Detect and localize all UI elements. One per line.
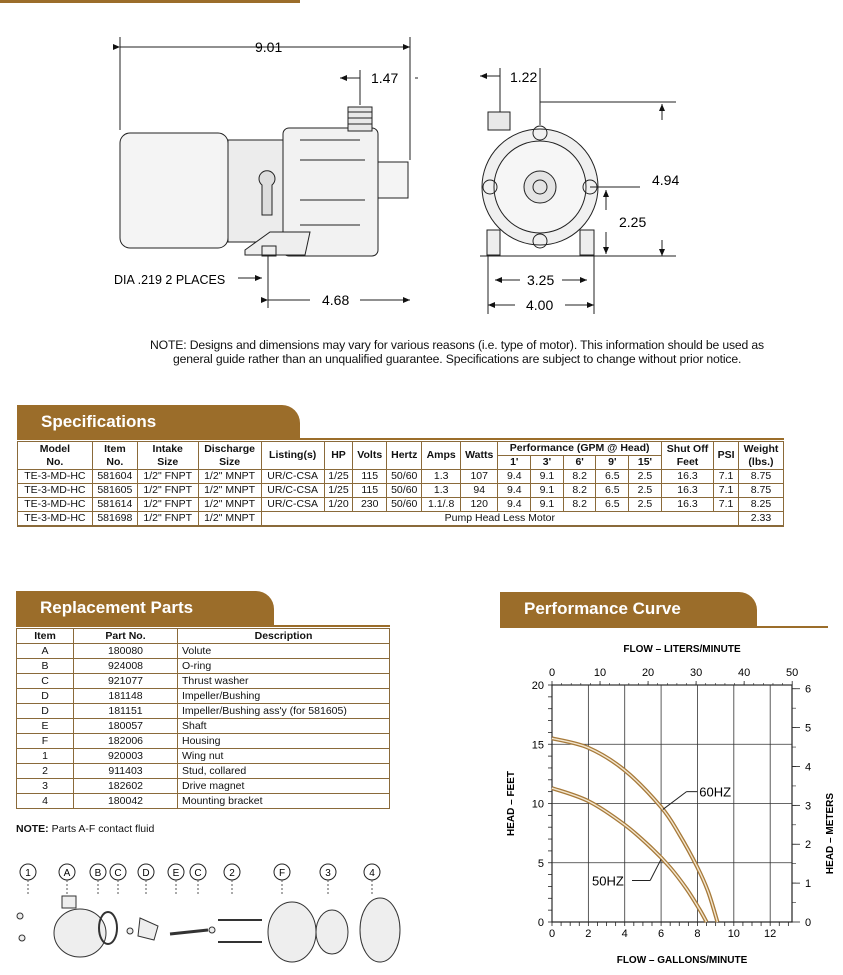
x-top-tick-label: 0	[548, 667, 556, 679]
cell-weight: 2.33	[738, 512, 783, 527]
y2-tick-label: 6	[804, 683, 812, 696]
y2-axis-label: HEAD – METERS	[825, 792, 836, 875]
cell-part-no: 924008	[74, 659, 178, 674]
cell-item: D	[17, 704, 74, 719]
cell-description: Shaft	[178, 719, 390, 734]
cell-weight: 8.75	[738, 484, 783, 498]
series-line-highlight-50hz	[552, 788, 707, 922]
x-top-tick-label: 40	[738, 667, 751, 679]
x-top-tick-label: 30	[689, 667, 703, 679]
dim-hole-spacing: 3.25	[527, 272, 555, 288]
svg-text:A: A	[63, 868, 71, 879]
col-shutoff: Shut Off Feet	[661, 442, 713, 470]
cell-gpm: 9.4	[498, 470, 531, 484]
cell-psi: 7.1	[714, 484, 739, 498]
spec-header-row-1	[18, 442, 784, 456]
cell-part-no: 181148	[74, 689, 178, 704]
table-row	[17, 674, 390, 689]
cell-description: Thrust washer	[178, 674, 390, 689]
table-row	[17, 734, 390, 749]
cell-description: Impeller/Bushing	[178, 689, 390, 704]
cell-item: 3	[17, 779, 74, 794]
x-tick-label: 10	[727, 928, 740, 940]
cell-gpm: 9.4	[498, 498, 531, 512]
cell-item: F	[17, 734, 74, 749]
x-tick-label: 12	[764, 928, 777, 940]
table-row	[18, 470, 784, 484]
cell-gpm: 6.5	[596, 484, 629, 498]
cell-intake: 1/2" FNPT	[137, 484, 198, 498]
cell-description: Stud, collared	[178, 764, 390, 779]
table-row	[17, 779, 390, 794]
cell-model: TE-3-MD-HC	[18, 498, 93, 512]
col-head-6: 6'	[563, 456, 596, 470]
callout-F	[274, 864, 290, 894]
performance-curve-header: Performance Curve	[500, 592, 757, 626]
x-tick-label: 6	[658, 928, 665, 940]
dim-overall-length: 9.01	[255, 39, 283, 55]
callout-2	[224, 864, 240, 894]
cell-gpm: 9.1	[531, 498, 564, 512]
cell-item: C	[17, 674, 74, 689]
cell-intake: 1/2" FNPT	[137, 498, 198, 512]
table-row	[17, 644, 390, 659]
svg-text:C: C	[194, 868, 202, 879]
cell-psi: 7.1	[714, 470, 739, 484]
cell-description: Volute	[178, 644, 390, 659]
cell-part-no: 182602	[74, 779, 178, 794]
cell-listing: UR/C-CSA	[261, 484, 324, 498]
cell-weight: 8.75	[738, 470, 783, 484]
cell-item: D	[17, 689, 74, 704]
cell-model: TE-3-MD-HC	[18, 470, 93, 484]
callout-C	[110, 864, 126, 894]
replacement-parts-header: Replacement Parts	[16, 591, 274, 625]
cell-item: 581698	[92, 512, 137, 527]
y-tick-label: 15	[531, 739, 544, 752]
cell-amps: 1.1/.8	[422, 498, 461, 512]
dim-dia-label: DIA .219 2 PLACES	[114, 273, 226, 287]
callout-A	[59, 864, 75, 894]
cell-gpm: 8.2	[563, 498, 596, 512]
cell-weight: 8.25	[738, 498, 783, 512]
svg-text:C: C	[114, 868, 122, 879]
cell-listing: UR/C-CSA	[261, 498, 324, 512]
cell-shutoff: 16.3	[661, 498, 713, 512]
performance-chart	[500, 636, 843, 974]
callout-D	[138, 864, 154, 894]
x-top-tick-label: 50	[786, 667, 799, 679]
cell-gpm: 8.2	[563, 484, 596, 498]
cell-description: Impeller/Bushing ass'y (for 581605)	[178, 704, 390, 719]
table-row	[18, 512, 784, 527]
cell-hp: 1/25	[324, 470, 353, 484]
cell-item: 4	[17, 794, 74, 809]
cell-item: 581614	[92, 498, 137, 512]
cell-gpm: 8.2	[563, 470, 596, 484]
cell-volts: 230	[353, 498, 387, 512]
note-line-1: NOTE: Designs and dimensions may vary for various reasons (i.e. type of motor). This information should be used as	[150, 338, 764, 352]
cell-part-no: 180042	[74, 794, 178, 809]
cell-part-no: 911403	[74, 764, 178, 779]
parts-header-row	[17, 629, 390, 644]
y-tick-label: 0	[537, 917, 544, 929]
cell-intake: 1/2" FNPT	[137, 470, 198, 484]
replacement-parts-header-rule	[16, 625, 390, 627]
cell-part-no: 180057	[74, 719, 178, 734]
col-discharge: Discharge Size	[198, 442, 261, 470]
col-part-no: Part No.	[74, 629, 178, 644]
x-tick-label: 0	[548, 928, 556, 940]
y2-tick-label: 5	[804, 722, 812, 735]
cell-intake: 1/2" FNPT	[137, 512, 198, 527]
cell-hp: 1/20	[324, 498, 353, 512]
x-top-tick-label: 10	[593, 667, 607, 679]
dim-discharge-side: 1.47	[371, 70, 399, 86]
cell-hp: 1/25	[324, 484, 353, 498]
leader-60hz	[663, 792, 687, 810]
cell-description: Wing nut	[178, 749, 390, 764]
col-hertz: Hertz	[387, 442, 422, 470]
cell-discharge: 1/2" MNPT	[198, 498, 261, 512]
col-item: Item No.	[92, 442, 137, 470]
col-head-3: 3'	[531, 456, 564, 470]
cell-part-no: 180080	[74, 644, 178, 659]
cell-watts: 120	[460, 498, 497, 512]
svg-text:4: 4	[369, 868, 375, 879]
table-row	[17, 659, 390, 674]
y2-tick-label: 3	[804, 800, 812, 813]
callout-3	[320, 864, 336, 894]
x-top-axis-label: FLOW – LITERS/MINUTE	[623, 644, 741, 655]
cell-item: 2	[17, 764, 74, 779]
cell-listing: UR/C-CSA	[261, 470, 324, 484]
table-row	[17, 689, 390, 704]
cell-part-no: 181151	[74, 704, 178, 719]
svg-text:3: 3	[325, 868, 331, 879]
cell-item: 1	[17, 749, 74, 764]
cell-discharge: 1/2" MNPT	[198, 484, 261, 498]
col-listing: Listing(s)	[261, 442, 324, 470]
col-amps: Amps	[422, 442, 461, 470]
cell-volts: 115	[353, 484, 387, 498]
table-row	[17, 704, 390, 719]
cell-description: Housing	[178, 734, 390, 749]
svg-text:D: D	[142, 868, 150, 879]
x-tick-label: 4	[621, 928, 628, 940]
table-row	[18, 484, 784, 498]
svg-text:E: E	[172, 868, 180, 879]
callout-C	[190, 864, 206, 894]
note-line-2: general guide rather than an unqualified guarantee. Specifications are subject to change without prior notice.	[173, 352, 742, 366]
dim-base-width: 4.00	[526, 297, 554, 313]
callout-1	[20, 864, 36, 894]
svg-text:F: F	[278, 868, 286, 879]
series-line-50hz	[552, 788, 707, 922]
specifications-table	[17, 441, 784, 527]
cell-description: O-ring	[178, 659, 390, 674]
cell-part-no: 920003	[74, 749, 178, 764]
cell-amps: 1.3	[422, 484, 461, 498]
cell-gpm: 2.5	[629, 484, 662, 498]
y2-tick-label: 2	[804, 839, 812, 852]
col-hp: HP	[324, 442, 353, 470]
series-label-50hz: 50HZ	[592, 873, 624, 889]
table-row	[17, 719, 390, 734]
dim-base-length: 4.68	[322, 292, 350, 308]
cell-psi: 7.1	[714, 498, 739, 512]
specifications-header: Specifications	[17, 405, 300, 439]
dim-height: 4.94	[652, 172, 680, 188]
dim-discharge-front: 1.22	[510, 69, 538, 85]
exploded-parts-view	[10, 858, 410, 970]
cell-gpm: 9.1	[531, 470, 564, 484]
col-intake: Intake Size	[137, 442, 198, 470]
disclaimer-note	[150, 338, 770, 366]
callout-E	[168, 864, 184, 894]
cell-watts: 94	[460, 484, 497, 498]
cell-discharge: 1/2" MNPT	[198, 470, 261, 484]
cell-shutoff: 16.3	[661, 484, 713, 498]
y2-tick-label: 4	[804, 761, 812, 774]
col-performance: Performance (GPM @ Head)	[498, 442, 661, 456]
x-top-tick-label: 20	[641, 667, 655, 679]
table-row	[17, 764, 390, 779]
col-item: Item	[17, 629, 74, 644]
svg-text:1: 1	[25, 868, 31, 879]
cell-item: B	[17, 659, 74, 674]
cell-volts: 115	[353, 470, 387, 484]
cell-part-no: 921077	[74, 674, 178, 689]
cell-gpm: 6.5	[596, 498, 629, 512]
cell-watts: 107	[460, 470, 497, 484]
cell-span-note: Pump Head Less Motor	[261, 512, 738, 527]
cell-item: 581605	[92, 484, 137, 498]
cell-discharge: 1/2" MNPT	[198, 512, 261, 527]
y-axis-label: HEAD – FEET	[506, 770, 517, 837]
cell-gpm: 9.1	[531, 484, 564, 498]
y-tick-label: 20	[531, 680, 544, 692]
y2-tick-label: 1	[804, 878, 812, 891]
cell-gpm: 2.5	[629, 470, 662, 484]
svg-text:B: B	[94, 868, 102, 879]
col-head-1: 1'	[498, 456, 531, 470]
cell-amps: 1.3	[422, 470, 461, 484]
callout-B	[90, 864, 106, 894]
cell-item: 581604	[92, 470, 137, 484]
col-volts: Volts	[353, 442, 387, 470]
replacement-parts-table	[16, 628, 390, 809]
col-psi: PSI	[714, 442, 739, 470]
specifications-header-rule	[17, 438, 784, 440]
series-label-60hz: 60HZ	[699, 784, 732, 800]
pump-dimension-drawing	[0, 0, 843, 330]
col-model: Model No.	[18, 442, 93, 470]
y-tick-label: 10	[531, 798, 544, 811]
callout-4	[364, 864, 380, 894]
x-tick-label: 8	[694, 928, 701, 940]
cell-gpm: 2.5	[629, 498, 662, 512]
cell-gpm: 9.4	[498, 484, 531, 498]
x-tick-label: 2	[585, 928, 592, 940]
col-watts: Watts	[460, 442, 497, 470]
y-tick-label: 5	[537, 857, 544, 870]
cell-description: Mounting bracket	[178, 794, 390, 809]
cell-description: Drive magnet	[178, 779, 390, 794]
y2-tick-label: 0	[804, 917, 812, 929]
cell-shutoff: 16.3	[661, 470, 713, 484]
cell-item: A	[17, 644, 74, 659]
cell-hertz: 50/60	[387, 470, 422, 484]
table-row	[17, 749, 390, 764]
table-row	[18, 498, 784, 512]
col-head-9: 9'	[596, 456, 629, 470]
col-head-15: 15'	[629, 456, 662, 470]
col-weight: Weight (lbs.)	[738, 442, 783, 470]
svg-text:2: 2	[229, 868, 235, 879]
cell-model: TE-3-MD-HC	[18, 484, 93, 498]
dim-center-height: 2.25	[619, 214, 647, 230]
cell-item: E	[17, 719, 74, 734]
table-row	[17, 794, 390, 809]
cell-hertz: 50/60	[387, 498, 422, 512]
cell-part-no: 182006	[74, 734, 178, 749]
performance-curve-header-rule	[500, 626, 828, 628]
x-axis-label: FLOW – GALLONS/MINUTE	[616, 955, 748, 966]
col-description: Description	[178, 629, 390, 644]
parts-note: NOTE: Parts A-F contact fluid	[16, 823, 155, 835]
cell-hertz: 50/60	[387, 484, 422, 498]
cell-model: TE-3-MD-HC	[18, 512, 93, 527]
cell-gpm: 6.5	[596, 470, 629, 484]
